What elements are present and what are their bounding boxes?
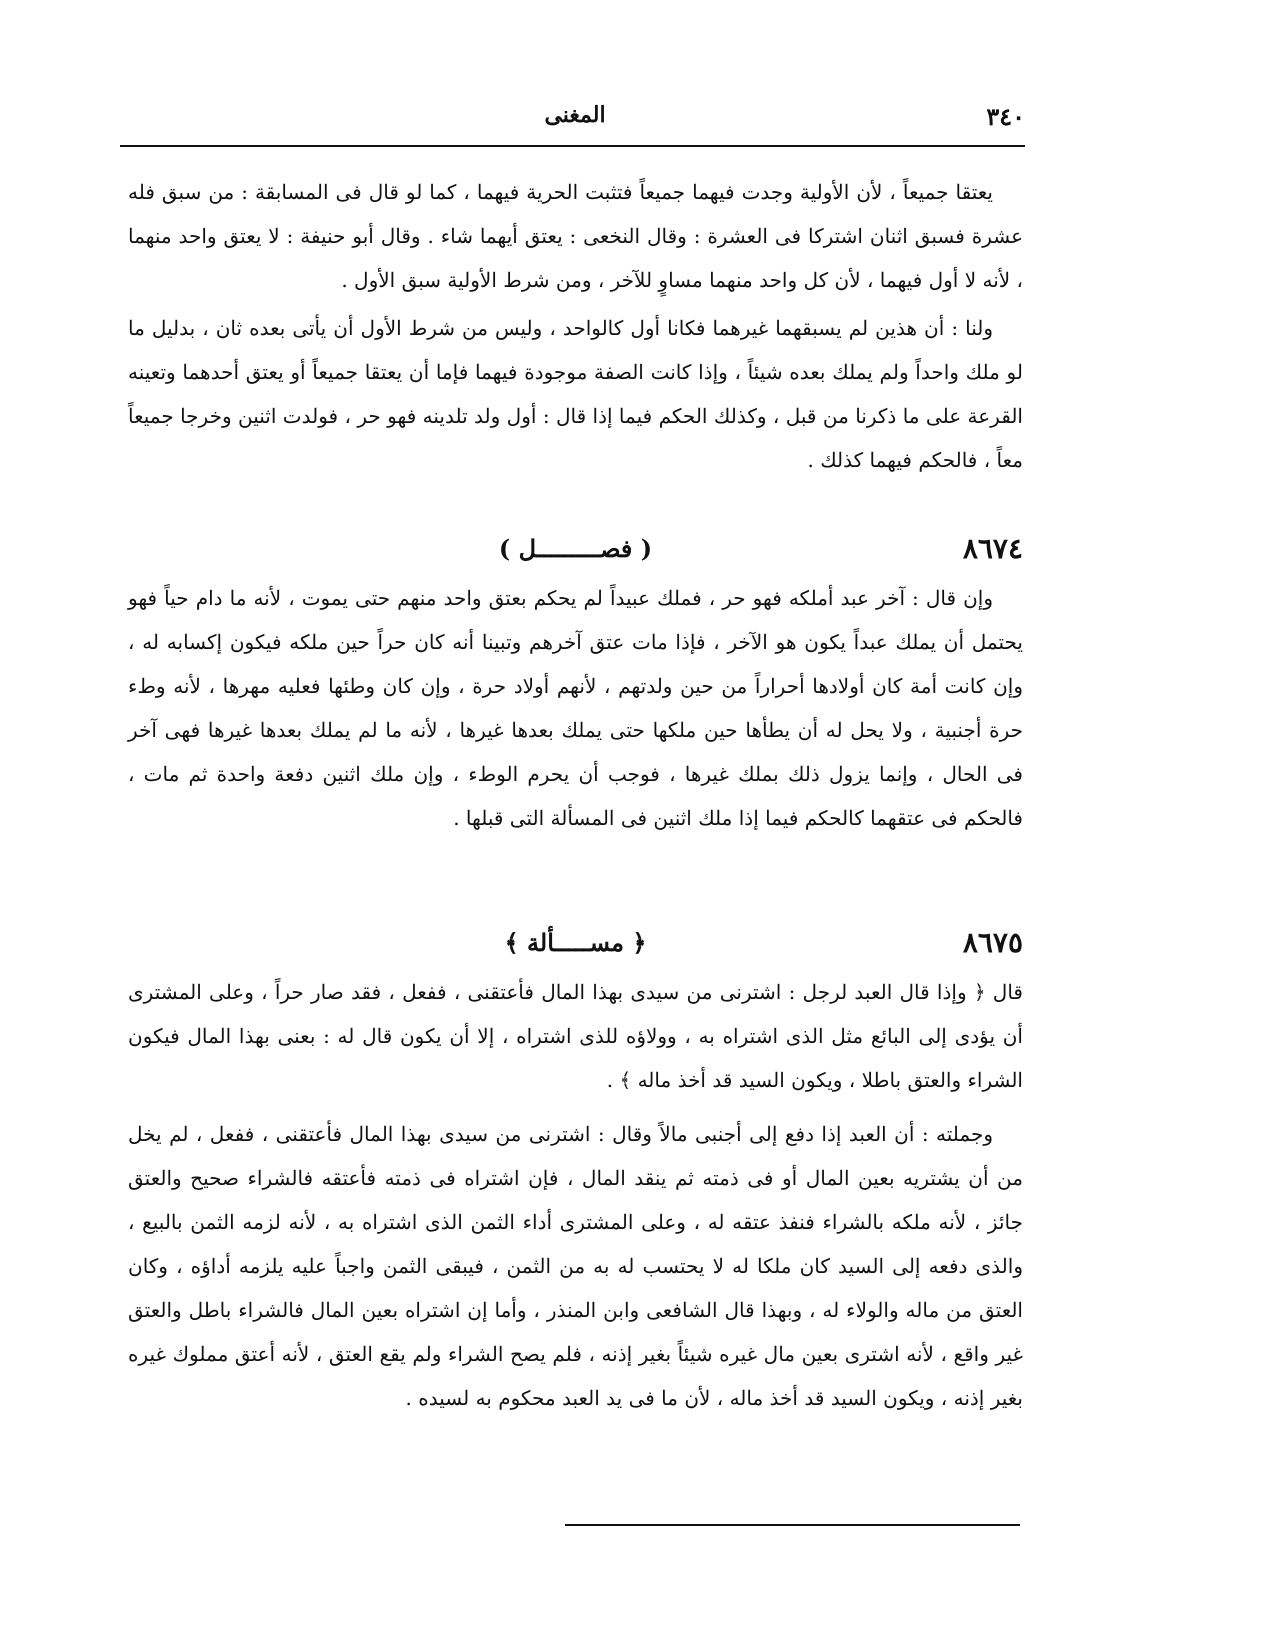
running-title: المغنى <box>544 102 606 128</box>
paragraph: ولنا : أن هذين لم يسبقهما غيرهما فكانا أول كالواحد ، وليس من شرط الأول أن يأتى بعده ثان ، بدليل ما لو ملك واحداً ولم يملك بعده شيئاً ، وإذا كانت الصفة موجودة فيهما فإما أن يعتقا جميعاً أو يعتق أحدهما وتعينه القرعة على ما ذكرنا من قبل ، وكذلك الحكم فيما إذا قال : أول ولد تلدينه فهو حر ، فولدت اثنين وخرجا جميعاً معاً ، فالحكم فيهما كذلك . <box>128 316 1023 472</box>
section-body <box>128 970 1023 1420</box>
paragraph: وجملته : أن العبد إذا دفع إلى أجنبى مالاً وقال : اشترنى من سيدى بهذا المال فأعتقنى ، ففعل ، لم يخل من أن يشتريه بعين المال أو فى ذمته ثم ينقد المال ، فإن اشتراه فى ذمته فأعتقه فالشراء صحيح والعتق جائز ، لأنه ملكه بالشراء فنفذ عتقه له ، وعلى المشترى أداء الثمن الذى اشتراه به ، لأنه لزمه الثمن بالبيع ، والذى دفعه إلى السيد كان ملكا له لا يحتسب له به من الثمن ، فيبقى الثمن واجباً عليه يلزمه أداؤه ، وكان العتق من ماله والولاء له ، وبهذا قال الشافعى وابن المنذر ، وأما إن اشتراه بعين المال فالشراء باطل والعتق غير واقع ، لأنه اشترى بعين مال غيره شيئاً بغير إذنه ، فلم يصح الشراء ولم يقع العتق ، لأنه أعتق مملوك غيره بغير إذنه ، ويكون السيد قد أخذ ماله ، لأن ما فى يد العبد محكوم به لسيده . <box>128 1122 1023 1410</box>
section-title: ( فصـــــــــل ) <box>498 534 653 563</box>
page-header <box>125 100 1025 144</box>
section-heading <box>128 926 1023 966</box>
section-body <box>128 576 1023 840</box>
opening-text <box>128 170 1023 482</box>
footer-rule <box>565 1524 1020 1526</box>
section-number: ٨٦٧٤ <box>962 532 1023 565</box>
section-title: ﴿ مســـــألة ﴾ <box>504 928 647 957</box>
page-number: ٣٤٠ <box>986 102 1025 131</box>
section-number: ٨٦٧٥ <box>962 926 1023 959</box>
quoted-paragraph: قال ﴿ وإذا قال العبد لرجل : اشترنى من سيدى بهذا المال فأعتقنى ، ففعل ، فقد صار حراً ، وعلى المشترى أن يؤدى إلى البائع مثل الذى اشتراه به ، وولاؤه للذى اشتراه ، إلا أن يكون قال له : بعنى بهذا المال فيكون الشراء والعتق باطلا ، ويكون السيد قد أخذ ماله ﴾ . <box>128 980 1023 1092</box>
paragraph: يعتقا جميعاً ، لأن الأولية وجدت فيهما جميعاً فتثبت الحرية فيهما ، كما لو قال فى المسابقة : من سبق فله عشرة فسبق اثنان اشتركا فى العشرة : وقال النخعى : يعتق أيهما شاء . وقال أبو حنيفة : لا يعتق واحد منهما ، لأنه لا أول فيهما ، لأن كل واحد منهما مساوٍ للآخر ، ومن شرط الأولية سبق الأول . <box>128 180 1023 292</box>
section-heading <box>128 532 1023 572</box>
header-rule <box>120 145 1025 147</box>
paragraph: وإن قال : آخر عبد أملكه فهو حر ، فملك عبيداً لم يحكم بعتق واحد منهم حتى يموت ، لأنه ما دام حياً فهو يحتمل أن يملك عبداً يكون هو الآخر ، فإذا مات عتق آخرهم وتبينا أنه كان حراً حين ملكه فيكون إكسابه له ، وإن كانت أمة كان أولادها أحراراً من حين ولدتهم ، لأنهم أولاد حرة ، وإن كان وطئها فعليه مهرها ، لأنه وطء حرة أجنبية ، ولا يحل له أن يطأها حين ملكها حتى يملك بعدها غيرها ، لأنه ما لم يملك بعدها غيرها فهى آخر فى الحال ، وإنما يزول ذلك بملك غيرها ، فوجب أن يحرم الوطء ، وإن ملك اثنين دفعة واحدة ثم مات ، فالحكم فى عتقهما كالحكم فيما إذا ملك اثنين فى المسألة التى قبلها . <box>128 586 1023 830</box>
